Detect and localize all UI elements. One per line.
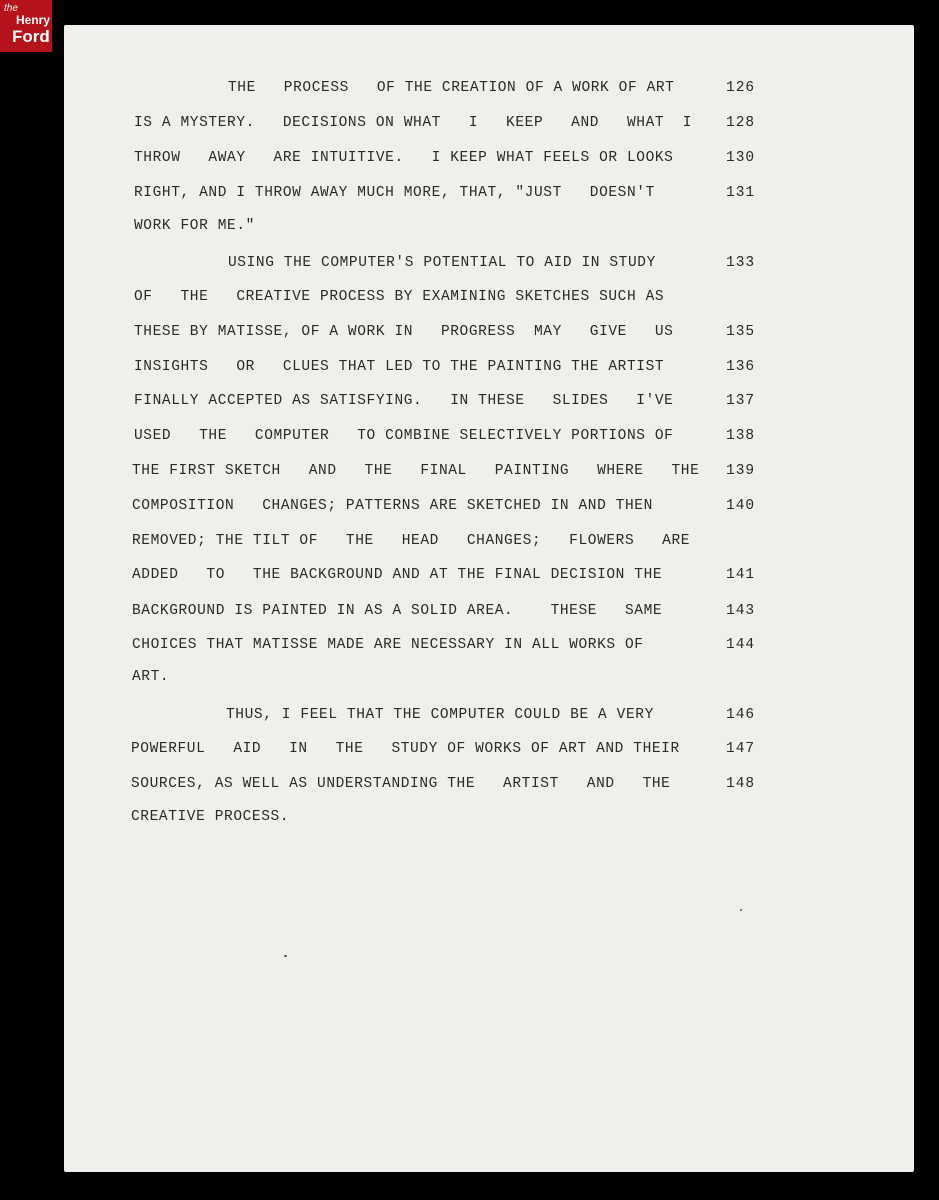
text-line (64, 80, 756, 98)
line-text: ART. (132, 669, 170, 685)
line-text: SOURCES, AS WELL AS UNDERSTANDING THE ARTIST AND THE (131, 776, 671, 792)
logo-text-ford: Ford (12, 27, 50, 46)
line-number: 135 (726, 324, 756, 340)
line-text: USING THE COMPUTER'S POTENTIAL TO AID IN STUDY (228, 255, 656, 271)
line-text: THUS, I FEEL THAT THE COMPUTER COULD BE A VERY (226, 707, 654, 723)
line-number: 141 (726, 567, 756, 583)
line-text: THESE BY MATISSE, OF A WORK IN PROGRESS MAY GIVE US (134, 324, 674, 340)
text-line (64, 603, 756, 621)
logo-text-henry: Henry (16, 13, 51, 27)
text-line (64, 637, 756, 655)
line-text: RIGHT, AND I THROW AWAY MUCH MORE, THAT, "JUST DOESN'T (134, 185, 655, 201)
text-line (64, 324, 756, 342)
line-number: 128 (726, 115, 756, 131)
text-line (64, 115, 756, 133)
text-line (64, 185, 756, 203)
line-number: 130 (726, 150, 756, 166)
line-number: 133 (726, 255, 756, 271)
line-text: THE FIRST SKETCH AND THE FINAL PAINTING WHERE THE (132, 463, 700, 479)
text-line (64, 463, 756, 481)
line-number: 143 (726, 603, 756, 619)
text-line (64, 809, 290, 827)
line-number: 137 (726, 393, 756, 409)
line-text: REMOVED; THE TILT OF THE HEAD CHANGES; FLOWERS ARE (132, 533, 691, 549)
line-text: COMPOSITION CHANGES; PATTERNS ARE SKETCHED IN AND THEN (132, 498, 653, 514)
typed-page (64, 25, 914, 1172)
line-text: OF THE CREATIVE PROCESS BY EXAMINING SKETCHES SUCH AS (134, 289, 665, 305)
line-text: CHOICES THAT MATISSE MADE ARE NECESSARY IN ALL WORKS OF (132, 637, 644, 653)
line-text: BACKGROUND IS PAINTED IN AS A SOLID AREA. THESE SAME (132, 603, 663, 619)
line-number: 136 (726, 359, 756, 375)
text-line (64, 150, 756, 168)
line-text: CREATIVE PROCESS. (131, 809, 290, 825)
text-line (64, 289, 665, 307)
text-line (64, 776, 756, 794)
text-line (64, 218, 255, 236)
text-line (64, 428, 756, 446)
text-line (64, 498, 756, 516)
line-number: 138 (726, 428, 756, 444)
line-number: 131 (726, 185, 756, 201)
line-text: WORK FOR ME." (134, 218, 255, 234)
paper-speck (740, 909, 742, 911)
text-line (64, 359, 756, 377)
text-line (64, 567, 756, 585)
line-text: INSIGHTS OR CLUES THAT LED TO THE PAINTING THE ARTIST (134, 359, 665, 375)
line-number: 126 (726, 80, 756, 96)
line-number: 147 (726, 741, 756, 757)
line-number: 146 (726, 707, 756, 723)
line-text: THE PROCESS OF THE CREATION OF A WORK OF ART (228, 80, 675, 96)
text-line (64, 533, 691, 551)
logo-text-the: the (4, 3, 18, 14)
line-text: THROW AWAY ARE INTUITIVE. I KEEP WHAT FEELS OR LOOKS (134, 150, 674, 166)
line-text: USED THE COMPUTER TO COMBINE SELECTIVELY PORTIONS OF (134, 428, 674, 444)
line-text: FINALLY ACCEPTED AS SATISFYING. IN THESE SLIDES I'VE (134, 393, 674, 409)
line-number: 144 (726, 637, 756, 653)
text-line (64, 393, 756, 411)
text-line (64, 741, 756, 759)
text-line (64, 255, 756, 273)
paper-speck (284, 955, 287, 957)
text-line (64, 669, 170, 687)
line-number: 140 (726, 498, 756, 514)
text-line (64, 707, 756, 725)
line-text: IS A MYSTERY. DECISIONS ON WHAT I KEEP AND WHAT I (134, 115, 693, 131)
henry-ford-logo (0, 0, 52, 52)
line-number: 148 (726, 776, 756, 792)
line-text: POWERFUL AID IN THE STUDY OF WORKS OF ART AND THEIR (131, 741, 680, 757)
line-number: 139 (726, 463, 756, 479)
line-text: ADDED TO THE BACKGROUND AND AT THE FINAL DECISION THE (132, 567, 663, 583)
